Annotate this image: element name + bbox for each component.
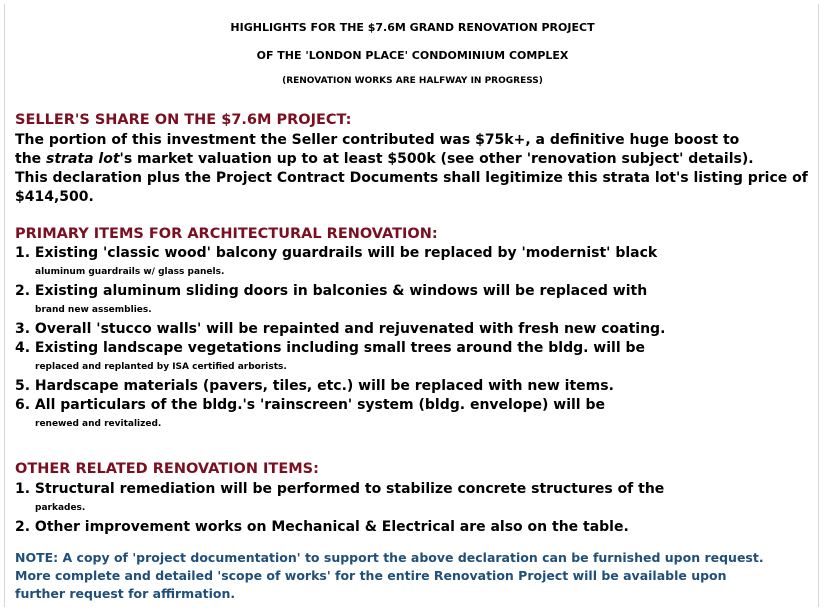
list-item-line: 1. Structural remediation will be performed to stabilize concrete structures of the	[15, 481, 665, 497]
seller-line-3: This declaration plus the Project Contract Documents shall legitimize this strata lot's listing price of	[15, 170, 808, 186]
list-item-continuation: brand new assemblies.	[35, 305, 152, 315]
seller-line-2-post: 's market valuation up to at least $500k (see other 'renovation subject' details).	[119, 151, 754, 167]
list-item	[15, 480, 815, 518]
note-line-3: further request for affirmation.	[15, 586, 236, 601]
seller-share-paragraph	[15, 131, 815, 207]
title-line-1: HIGHLIGHTS FOR THE $7.6M GRAND RENOVATION PROJECT	[230, 21, 595, 34]
list-item-line: 4. Existing landscape vegetations including small trees around the bldg. will be	[15, 340, 646, 356]
primary-items-heading: PRIMARY ITEMS FOR ARCHITECTURAL RENOVATION:	[15, 226, 438, 242]
other-items-heading: OTHER RELATED RENOVATION ITEMS:	[15, 461, 319, 477]
seller-line-1: The portion of this investment the Seller contributed was $75k+, a definitive huge boost to	[15, 132, 740, 148]
list-item-line: 3. Overall 'stucco walls' will be repainted and rejuvenated with fresh new coating.	[15, 321, 666, 337]
note-line-2: More complete and detailed 'scope of works' for the entire Renovation Project will be available upon	[15, 568, 727, 583]
list-item-continuation: renewed and revitalized.	[35, 419, 162, 429]
list-item	[15, 282, 815, 320]
list-item-continuation: aluminum guardrails w/ glass panels.	[35, 267, 225, 277]
list-item-continuation: parkades.	[35, 503, 86, 513]
note-paragraph	[15, 549, 815, 603]
note-line-1: NOTE: A copy of 'project documentation' to support the above declaration can be furnished upon request.	[15, 550, 764, 565]
list-item	[15, 396, 815, 434]
title-line-2: OF THE 'LONDON PLACE' CONDOMINIUM COMPLEX	[256, 49, 569, 62]
list-item	[15, 339, 815, 377]
list-item-line: 6. All particulars of the bldg.'s 'rainscreen' system (bldg. envelope) will be	[15, 397, 605, 413]
list-item	[15, 377, 815, 396]
seller-line-4: $414,500.	[15, 189, 94, 205]
other-items-list	[15, 480, 815, 537]
subtitle: (RENOVATION WORKS ARE HALFWAY IN PROGRESS)	[282, 76, 543, 86]
seller-line-2-pre: the	[15, 151, 47, 167]
seller-share-heading: SELLER'S SHARE ON THE $7.6M PROJECT:	[15, 112, 352, 128]
list-item-line: 1. Existing 'classic wood' balcony guardrails will be replaced by 'modernist' black	[15, 245, 658, 261]
primary-items-list	[15, 244, 815, 434]
seller-line-2	[15, 150, 815, 169]
list-item-line: 5. Hardscape materials (pavers, tiles, etc.) will be replaced with new items.	[15, 378, 614, 394]
list-item-line: 2. Other improvement works on Mechanical & Electrical are also on the table.	[15, 519, 629, 535]
list-item-continuation: replaced and replanted by ISA certified arborists.	[35, 362, 287, 372]
list-item	[15, 518, 815, 537]
list-item-line: 2. Existing aluminum sliding doors in balconies & windows will be replaced with	[15, 283, 648, 299]
list-item	[15, 244, 815, 282]
strata-lot-italic: strata lot	[46, 151, 120, 167]
list-item	[15, 320, 815, 339]
